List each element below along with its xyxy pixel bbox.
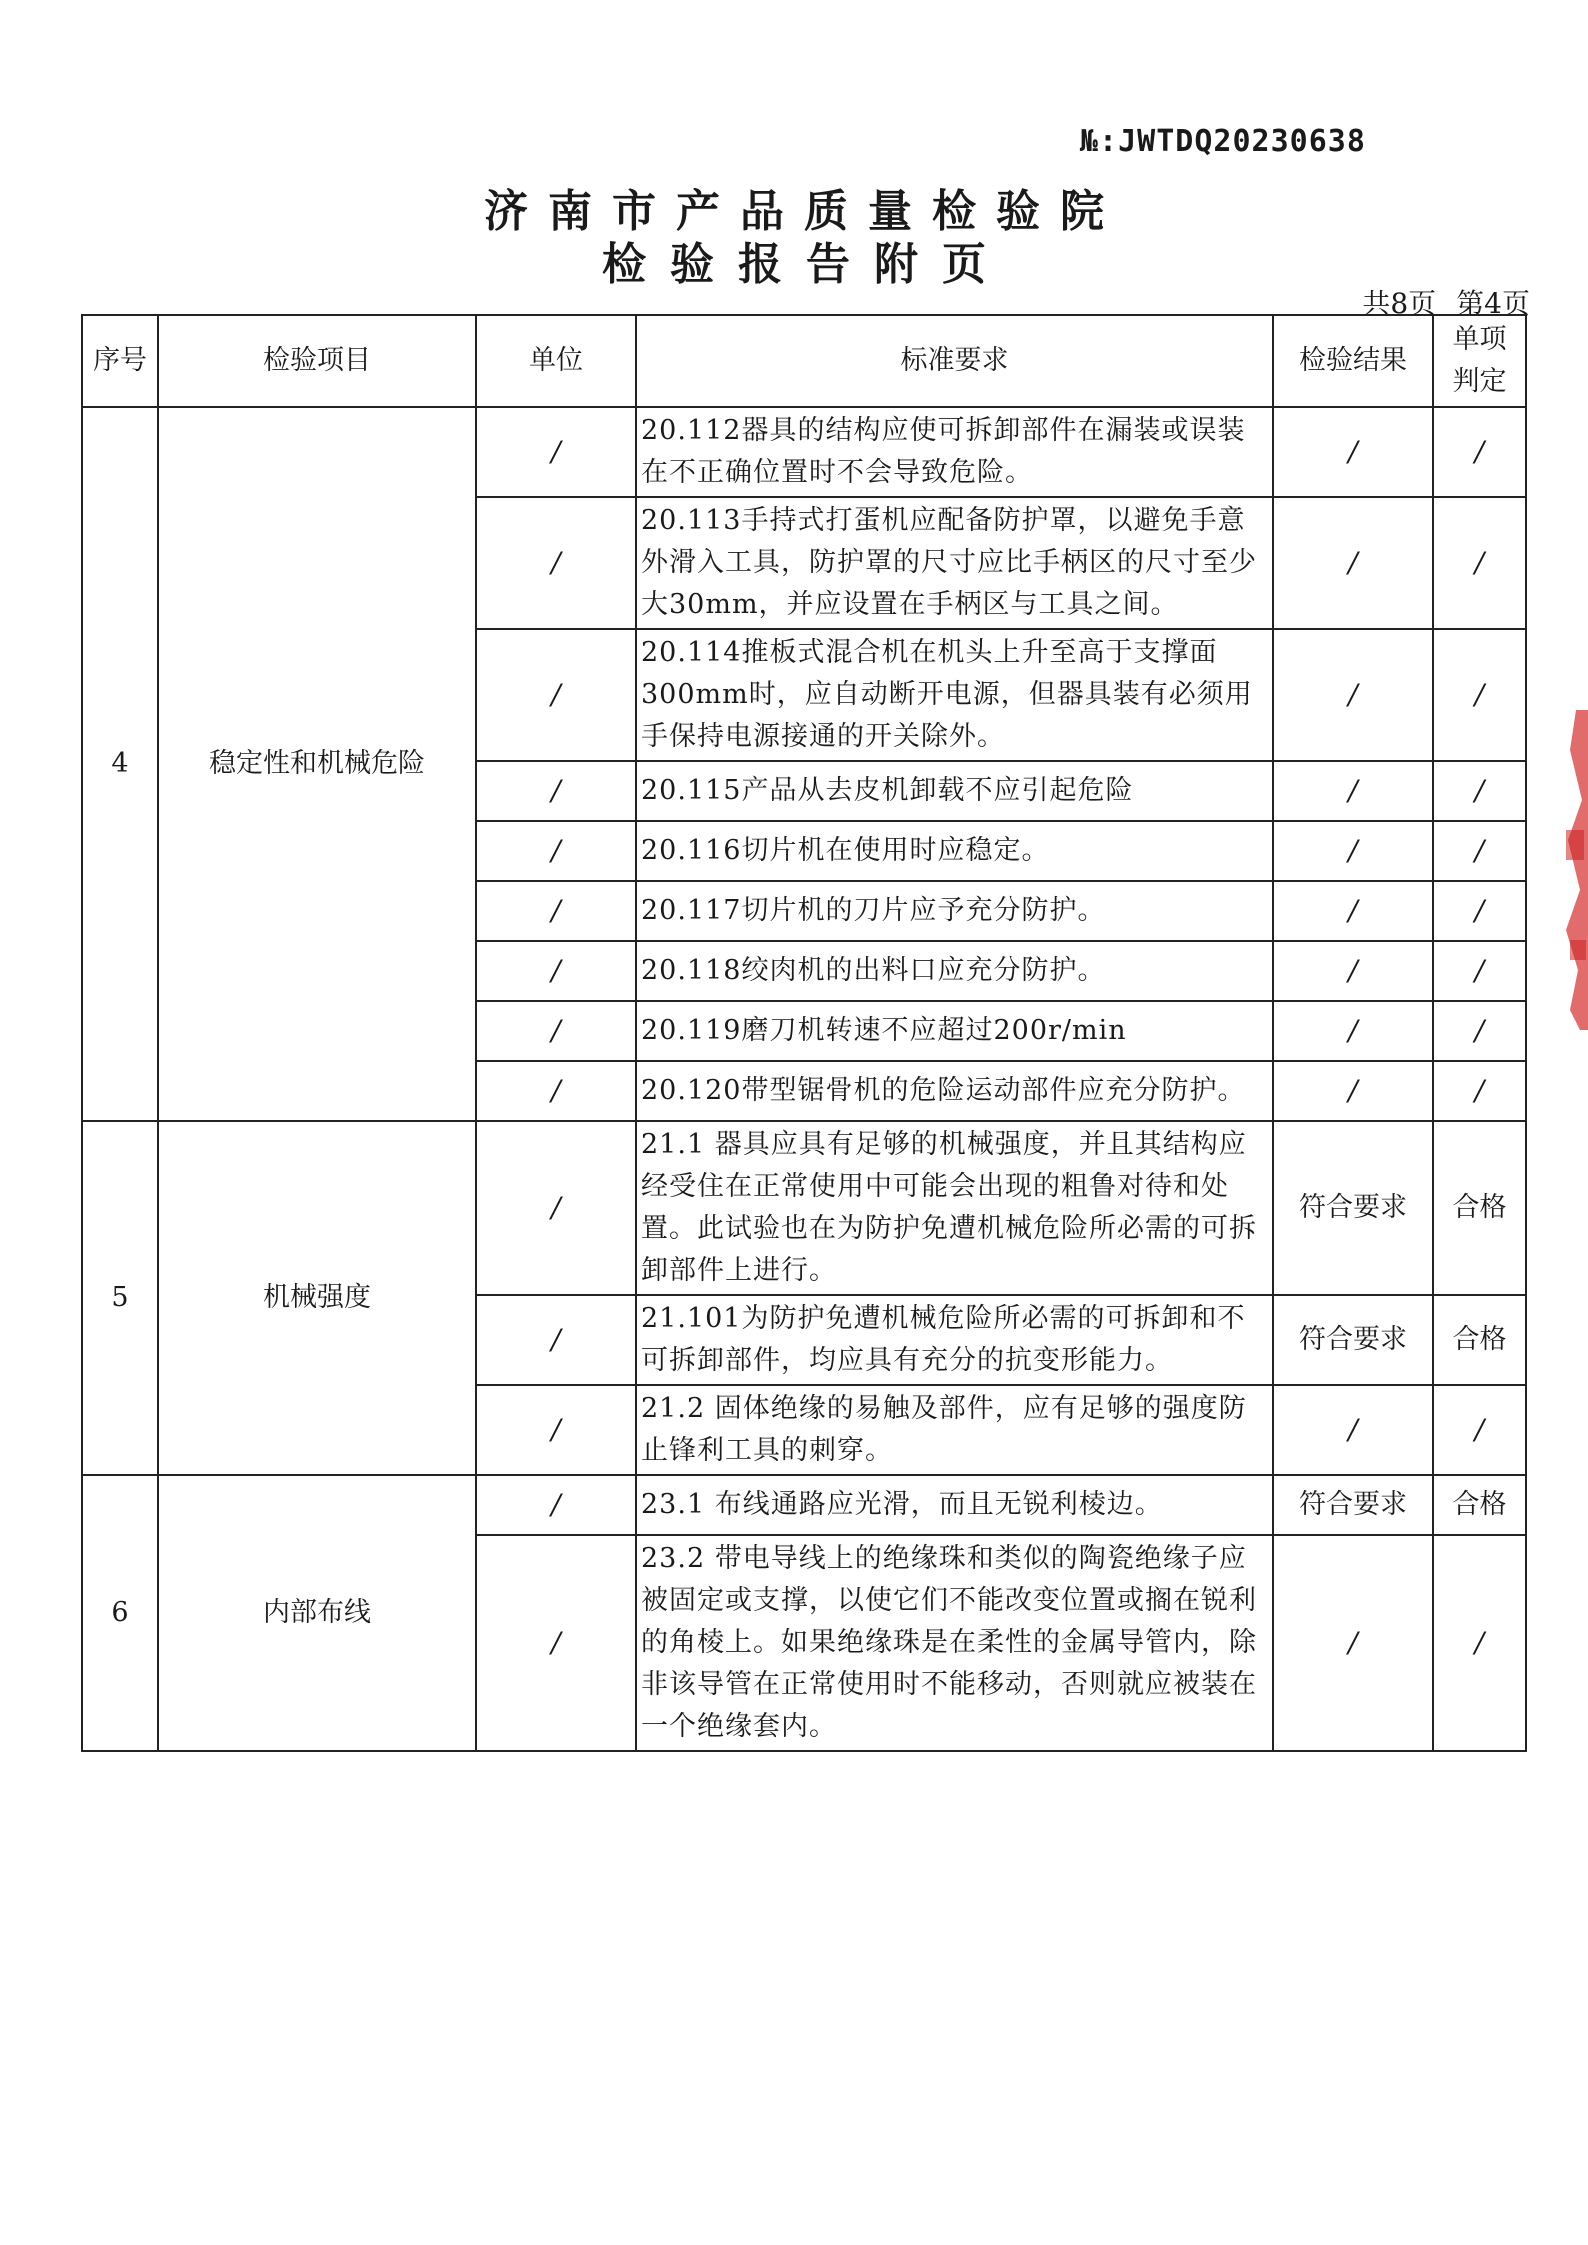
slash-mark: / (551, 1073, 561, 1107)
result-cell: 符合要求 (1273, 1295, 1433, 1385)
group-seq: 4 (82, 407, 158, 1121)
header-requirement: 标准要求 (636, 315, 1273, 407)
header-verdict: 单项判定 (1433, 315, 1526, 407)
unit-cell (476, 629, 636, 761)
header-unit: 单位 (476, 315, 636, 407)
seal-stamp-fragment (1556, 710, 1588, 1030)
requirement-cell: 20.119磨刀机转速不应超过200r/min (636, 1001, 1273, 1061)
verdict-cell (1433, 821, 1526, 881)
unit-cell (476, 1061, 636, 1121)
verdict-cell (1433, 407, 1526, 497)
unit-cell (476, 821, 636, 881)
requirement-cell: 20.117切片机的刀片应予充分防护。 (636, 881, 1273, 941)
slash-mark: / (551, 893, 561, 927)
slash-mark: / (1348, 953, 1358, 987)
verdict-cell (1433, 1001, 1526, 1061)
slash-mark: / (1474, 1625, 1485, 1659)
requirement-cell: 21.1 器具应具有足够的机械强度，并且其结构应经受住在正常使用中可能会出现的粗鲁对待和处置。此试验也在为防护免遭机械危险所必需的可拆卸部件上进行。 (636, 1121, 1273, 1295)
result-cell: 符合要求 (1273, 1121, 1433, 1295)
slash-mark: / (1474, 545, 1485, 579)
slash-mark: / (1474, 434, 1485, 468)
requirement-cell: 20.118绞肉机的出料口应充分防护。 (636, 941, 1273, 1001)
slash-mark: / (1348, 893, 1358, 927)
slash-mark: / (1348, 434, 1358, 468)
verdict-cell (1433, 761, 1526, 821)
table-body (82, 407, 1526, 1751)
slash-mark: / (1348, 545, 1358, 579)
requirement-cell: 20.116切片机在使用时应稳定。 (636, 821, 1273, 881)
requirement-cell: 23.2 带电导线上的绝缘珠和类似的陶瓷绝缘子应被固定或支撑，以使它们不能改变位置或搁在锐利的角棱上。如果绝缘珠是在柔性的金属导管内，除非该导管在正常使用时不能移动，否则就应被装在一个绝缘套内。 (636, 1535, 1273, 1751)
group-item: 稳定性和机械危险 (158, 407, 476, 1121)
requirement-cell: 21.2 固体绝缘的易触及部件，应有足够的强度防止锋利工具的刺穿。 (636, 1385, 1273, 1475)
slash-mark: / (1474, 773, 1485, 807)
slash-mark: / (1474, 1073, 1485, 1107)
unit-cell (476, 761, 636, 821)
inspection-table (81, 314, 1527, 1752)
slash-mark: / (1348, 1073, 1358, 1107)
group-seq: 6 (82, 1475, 158, 1751)
slash-mark: / (1348, 677, 1358, 711)
slash-mark: / (1348, 773, 1358, 807)
unit-cell (476, 1295, 636, 1385)
current-page: 第4页 (1456, 287, 1530, 320)
slash-mark: / (1474, 893, 1485, 927)
group-item: 内部布线 (158, 1475, 476, 1751)
slash-mark: / (1474, 1013, 1485, 1047)
result-cell: 符合要求 (1273, 1475, 1433, 1535)
verdict-cell: 合格 (1433, 1475, 1526, 1535)
result-cell (1273, 1385, 1433, 1475)
table-row (82, 1475, 1526, 1535)
requirement-cell: 20.113手持式打蛋机应配备防护罩，以避免手意外滑入工具，防护罩的尺寸应比手柄区的尺寸至少大30mm，并应设置在手柄区与工具之间。 (636, 497, 1273, 629)
slash-mark: / (1474, 677, 1485, 711)
result-cell (1273, 1535, 1433, 1751)
slash-mark: / (1348, 1412, 1358, 1446)
verdict-cell (1433, 881, 1526, 941)
group-seq: 5 (82, 1121, 158, 1475)
document-title: 检验报告附页 (602, 239, 1010, 290)
report-number: №:JWTDQ20230638 (1080, 124, 1366, 159)
requirement-cell: 21.101为防护免遭机械危险所必需的可拆卸和不可拆卸部件，均应具有充分的抗变形能力。 (636, 1295, 1273, 1385)
slash-mark: / (1474, 833, 1485, 867)
unit-cell (476, 1475, 636, 1535)
verdict-cell: 合格 (1433, 1295, 1526, 1385)
slash-mark: / (1348, 833, 1358, 867)
header-seq: 序号 (82, 315, 158, 407)
unit-cell (476, 881, 636, 941)
result-cell (1273, 941, 1433, 1001)
slash-mark: / (551, 1487, 561, 1521)
header-result: 检验结果 (1273, 315, 1433, 407)
slash-mark: / (551, 773, 561, 807)
organization-title: 济南市产品质量检验院 (484, 186, 1124, 237)
table-row (82, 407, 1526, 497)
slash-mark: / (551, 833, 561, 867)
unit-cell (476, 497, 636, 629)
slash-mark: / (551, 1625, 561, 1659)
slash-mark: / (551, 953, 561, 987)
header-item: 检验项目 (158, 315, 476, 407)
table-row (82, 1121, 1526, 1295)
verdict-cell (1433, 1385, 1526, 1475)
slash-mark: / (551, 1322, 561, 1356)
unit-cell (476, 1535, 636, 1751)
slash-mark: / (551, 545, 561, 579)
slash-mark: / (551, 1013, 561, 1047)
slash-mark: / (551, 434, 561, 468)
result-cell (1273, 1061, 1433, 1121)
table-header-row (82, 315, 1526, 407)
verdict-cell: 合格 (1433, 1121, 1526, 1295)
result-cell (1273, 629, 1433, 761)
requirement-cell: 20.115产品从去皮机卸载不应引起危险 (636, 761, 1273, 821)
unit-cell (476, 941, 636, 1001)
unit-cell (476, 1001, 636, 1061)
result-cell (1273, 1001, 1433, 1061)
unit-cell (476, 1385, 636, 1475)
slash-mark: / (551, 1190, 561, 1224)
slash-mark: / (1348, 1625, 1358, 1659)
requirement-cell: 20.120带型锯骨机的危险运动部件应充分防护。 (636, 1061, 1273, 1121)
slash-mark: / (1348, 1013, 1358, 1047)
result-cell (1273, 881, 1433, 941)
group-item: 机械强度 (158, 1121, 476, 1475)
verdict-cell (1433, 1535, 1526, 1751)
requirement-cell: 20.112器具的结构应使可拆卸部件在漏装或误装在不正确位置时不会导致危险。 (636, 407, 1273, 497)
slash-mark: / (1474, 953, 1485, 987)
result-cell (1273, 407, 1433, 497)
result-cell (1273, 821, 1433, 881)
result-cell (1273, 497, 1433, 629)
verdict-cell (1433, 1061, 1526, 1121)
verdict-cell (1433, 629, 1526, 761)
requirement-cell: 20.114推板式混合机在机头上升至高于支撑面300mm时，应自动断开电源，但器具装有必须用手保持电源接通的开关除外。 (636, 629, 1273, 761)
requirement-cell: 23.1 布线通路应光滑，而且无锐利棱边。 (636, 1475, 1273, 1535)
slash-mark: / (1474, 1412, 1485, 1446)
slash-mark: / (551, 677, 561, 711)
total-pages: 共8页 (1362, 287, 1437, 320)
verdict-cell (1433, 941, 1526, 1001)
unit-cell (476, 1121, 636, 1295)
result-cell (1273, 761, 1433, 821)
verdict-cell (1433, 497, 1526, 629)
slash-mark: / (551, 1412, 561, 1446)
unit-cell (476, 407, 636, 497)
